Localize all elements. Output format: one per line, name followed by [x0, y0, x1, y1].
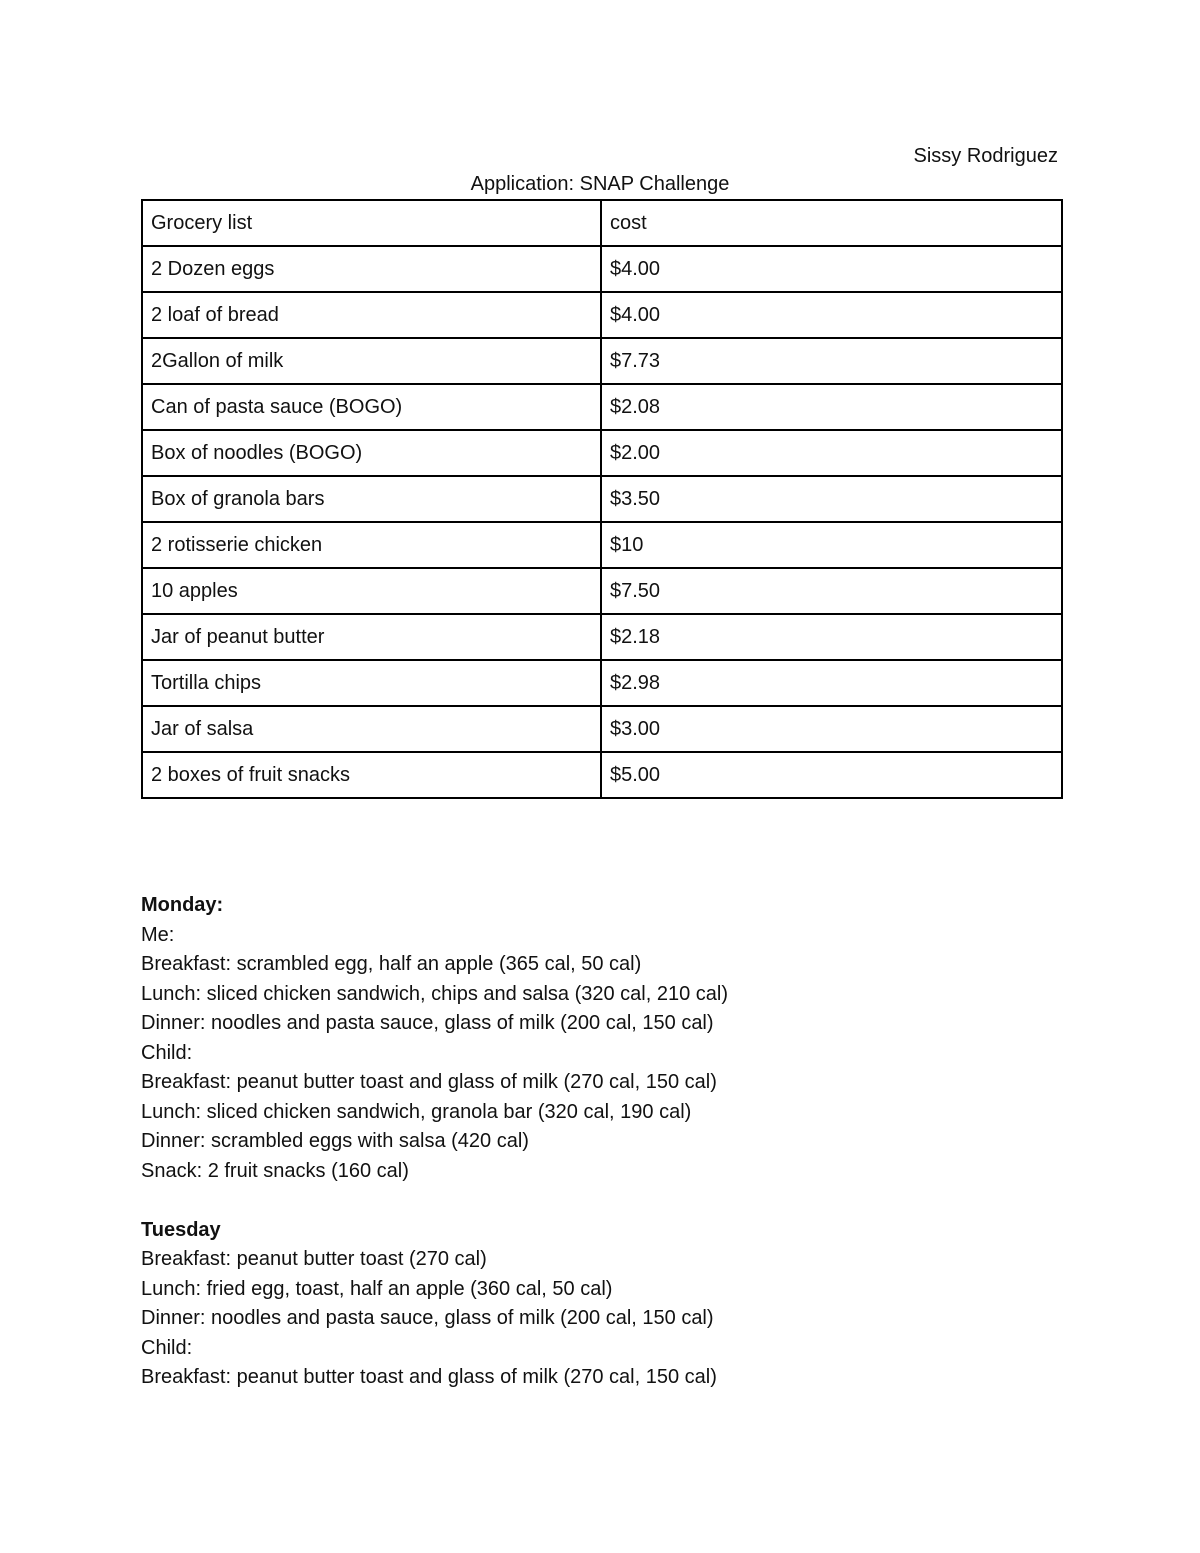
item-cell: Jar of salsa: [142, 706, 601, 752]
cost-cell: $4.00: [601, 292, 1062, 338]
cost-cell: $5.00: [601, 752, 1062, 798]
item-cell: 2 Dozen eggs: [142, 246, 601, 292]
table-row: [142, 568, 1062, 614]
table-row: [142, 384, 1062, 430]
item-cell: 10 apples: [142, 568, 601, 614]
monday-line: Lunch: sliced chicken sandwich, granola bar (320 cal, 190 cal): [141, 1100, 692, 1123]
tuesday-line: Lunch: fried egg, toast, half an apple (360 cal, 50 cal): [141, 1277, 613, 1300]
cost-cell: $7.50: [601, 568, 1062, 614]
document-title: Application: SNAP Challenge: [470, 173, 730, 195]
cost-cell: $3.00: [601, 706, 1062, 752]
item-cell: Box of noodles (BOGO): [142, 430, 601, 476]
table-row: [142, 706, 1062, 752]
monday-line: Child:: [141, 1041, 193, 1064]
item-cell: Tortilla chips: [142, 660, 601, 706]
monday-line: Me:: [141, 923, 175, 946]
table-row: [142, 522, 1062, 568]
tuesday-line: Breakfast: peanut butter toast and glass of milk (270 cal, 150 cal): [141, 1366, 717, 1388]
table-row: [142, 752, 1062, 798]
paragraph-spacer: [141, 1186, 1061, 1216]
cost-cell: $2.00: [601, 430, 1062, 476]
item-cell: 2 rotisserie chicken: [142, 522, 601, 568]
monday-line: Snack: 2 fruit snacks (160 cal): [141, 1159, 409, 1182]
item-cell: 2Gallon of milk: [142, 338, 601, 384]
cost-cell: $2.98: [601, 660, 1062, 706]
table-row: [142, 476, 1062, 522]
tuesday-line: Breakfast: peanut butter toast (270 cal): [141, 1248, 487, 1270]
table-row: [142, 430, 1062, 476]
grocery-table: [141, 199, 1063, 799]
table-row: [142, 338, 1062, 384]
cost-cell: $7.73: [601, 338, 1062, 384]
item-cell: 2 loaf of bread: [142, 292, 601, 338]
cost-cell: $3.50: [601, 476, 1062, 522]
meal-plan: [141, 891, 1061, 1393]
monday-line: Breakfast: peanut butter toast and glass of milk (270 cal, 150 cal): [141, 1071, 717, 1093]
table-row: [142, 614, 1062, 660]
monday-heading: Monday:: [141, 894, 224, 916]
cost-cell: $2.18: [601, 614, 1062, 660]
monday-line: Breakfast: scrambled egg, half an apple (365 cal, 50 cal): [141, 953, 642, 975]
tuesday-heading: Tuesday: [141, 1218, 221, 1241]
item-cell: Can of pasta sauce (BOGO): [142, 384, 601, 430]
table-row: [142, 292, 1062, 338]
author-name: Sissy Rodriguez: [913, 145, 1058, 167]
item-cell: Box of granola bars: [142, 476, 601, 522]
monday-line: Dinner: scrambled eggs with salsa (420 cal): [141, 1130, 529, 1152]
column-header-cost: cost: [601, 200, 1062, 246]
table-row: [142, 246, 1062, 292]
monday-line: Dinner: noodles and pasta sauce, glass of milk (200 cal, 150 cal): [141, 1012, 714, 1034]
column-header-item: Grocery list: [142, 200, 601, 246]
tuesday-line: Child:: [141, 1336, 193, 1359]
table-header-row: [142, 200, 1062, 246]
tuesday-line: Dinner: noodles and pasta sauce, glass of milk (200 cal, 150 cal): [141, 1307, 714, 1329]
cost-cell: $2.08: [601, 384, 1062, 430]
monday-line: Lunch: sliced chicken sandwich, chips and salsa (320 cal, 210 cal): [141, 982, 728, 1005]
cost-cell: $4.00: [601, 246, 1062, 292]
table-row: [142, 660, 1062, 706]
cost-cell: $10: [601, 522, 1062, 568]
item-cell: 2 boxes of fruit snacks: [142, 752, 601, 798]
item-cell: Jar of peanut butter: [142, 614, 601, 660]
